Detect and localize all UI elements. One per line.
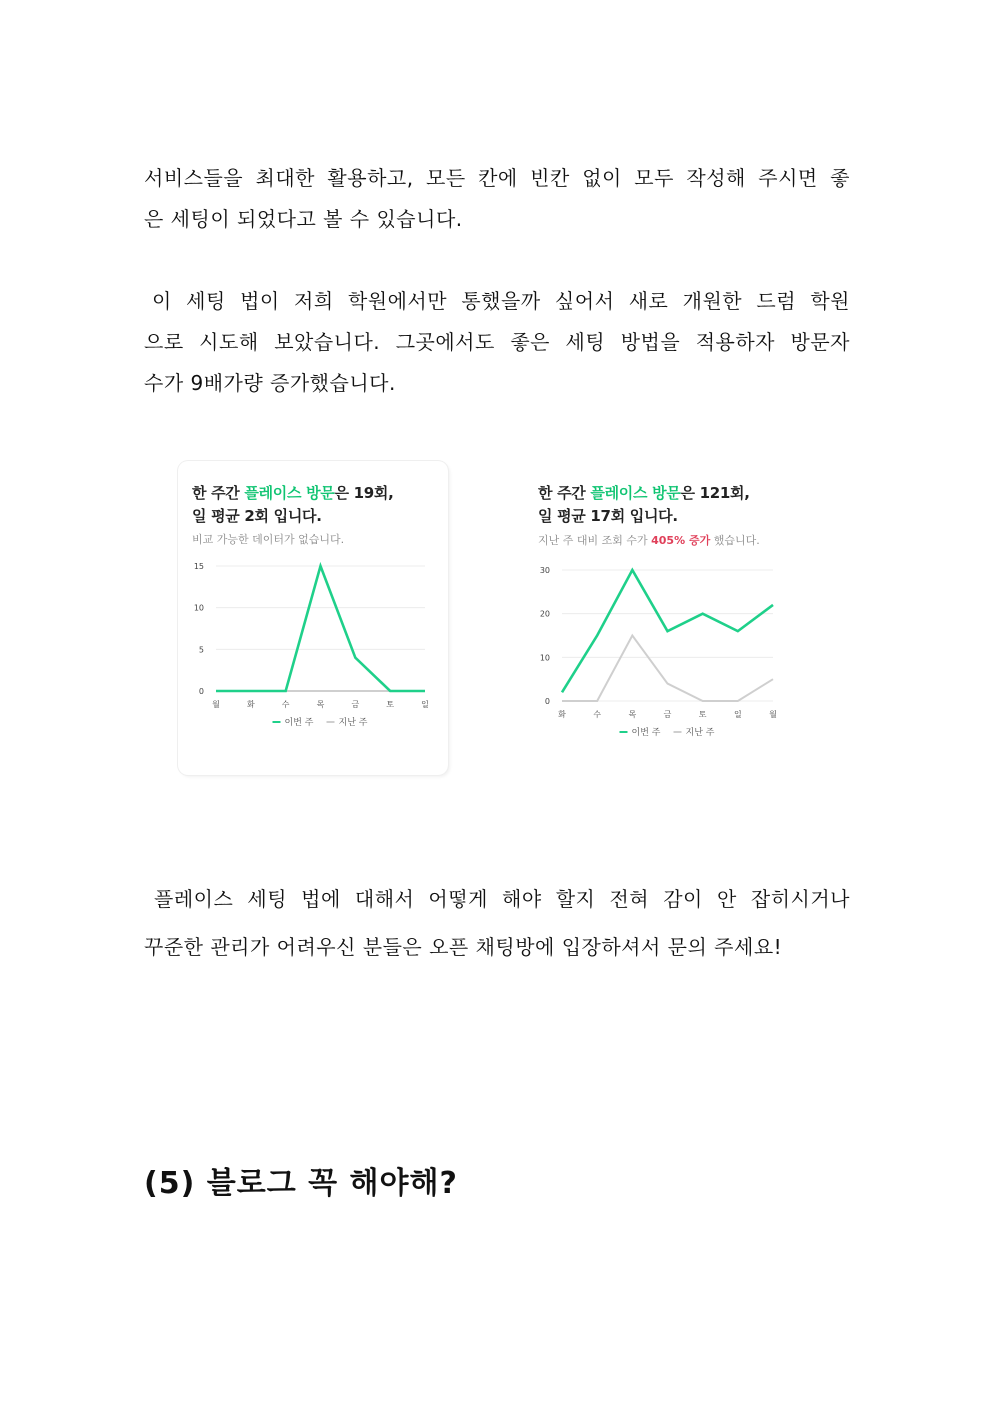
series-line-this-week [216,566,425,691]
legend-label: 지난 주 [338,718,368,728]
text-line: 수가 9배가량 증가했습니다. [144,371,396,395]
paragraph-drum-academy [144,281,850,404]
card-subtitle: 지난 주 대비 조회 수가 405% 증가 했습니다. [538,534,760,547]
x-tick-label: 일 [421,700,429,709]
y-tick-label: 10 [539,653,550,663]
place-visit-card-2 [524,461,794,761]
text-line: 꾸준한 관리가 어려우신 분들은 오픈 채팅방에 입장하셔서 문의 주세요! [144,935,783,959]
x-tick-label: 수 [281,700,290,709]
y-tick-label: 5 [198,645,204,655]
series-line-this-week [562,570,773,692]
x-tick-label: 토 [698,710,707,719]
y-tick-label: 10 [193,603,204,613]
y-tick-label: 15 [193,562,204,571]
x-tick-label: 화 [558,710,566,719]
text-line: 으로 시도해 보았습니다. 그곳에서도 좋은 세팅 방법을 적용하자 방문자 [144,330,850,354]
paragraph-open-chat [144,875,850,971]
visit-line-chart-1 [178,461,448,775]
x-tick-label: 월 [769,710,777,719]
x-tick-label: 화 [246,700,255,709]
legend-label: 이번 주 [631,728,661,738]
place-visit-card-1 [178,461,448,775]
text-line: 은 세팅이 되었다고 볼 수 있습니다. [144,207,463,231]
section-heading: (5) 블로그 꼭 해야해? [144,1166,458,1201]
y-tick-label: 0 [544,697,550,706]
y-tick-label: 0 [198,687,204,696]
card-title: 한 주간 플레이스 방문은 121회, [538,484,750,502]
x-tick-label: 일 [733,710,742,719]
y-tick-label: 20 [539,609,550,619]
legend-label: 이번 주 [284,718,314,728]
visit-line-chart-2 [524,461,794,761]
x-tick-label: 목 [628,710,637,719]
x-tick-label: 목 [316,700,325,709]
card-title: 한 주간 플레이스 방문은 19회, [192,484,394,502]
text-line: 이 세팅 법이 저희 학원에서만 통했을까 싶어서 새로 개원한 드럼 학원 [152,289,850,313]
x-tick-label: 토 [386,700,395,709]
text-line: 플레이스 세팅 법에 대해서 어떻게 해야 할지 전혀 감이 안 잡히시거나 [154,887,850,911]
x-tick-label: 금 [663,710,672,719]
legend-label: 지난 주 [685,728,715,738]
x-tick-label: 금 [351,700,360,709]
card-title-line2: 일 평균 17회 입니다. [538,507,678,525]
y-tick-label: 30 [539,566,550,575]
card-subtitle: 비교 가능한 데이터가 없습니다. [192,533,345,546]
paragraph-services [144,158,850,240]
card-title-line2: 일 평균 2회 입니다. [192,507,322,525]
series-line-last-week [562,636,773,702]
x-tick-label: 수 [593,710,602,719]
x-tick-label: 월 [212,700,220,709]
text-line: 서비스들을 최대한 활용하고, 모든 칸에 빈칸 없이 모두 작성해 주시면 좋 [144,166,850,190]
